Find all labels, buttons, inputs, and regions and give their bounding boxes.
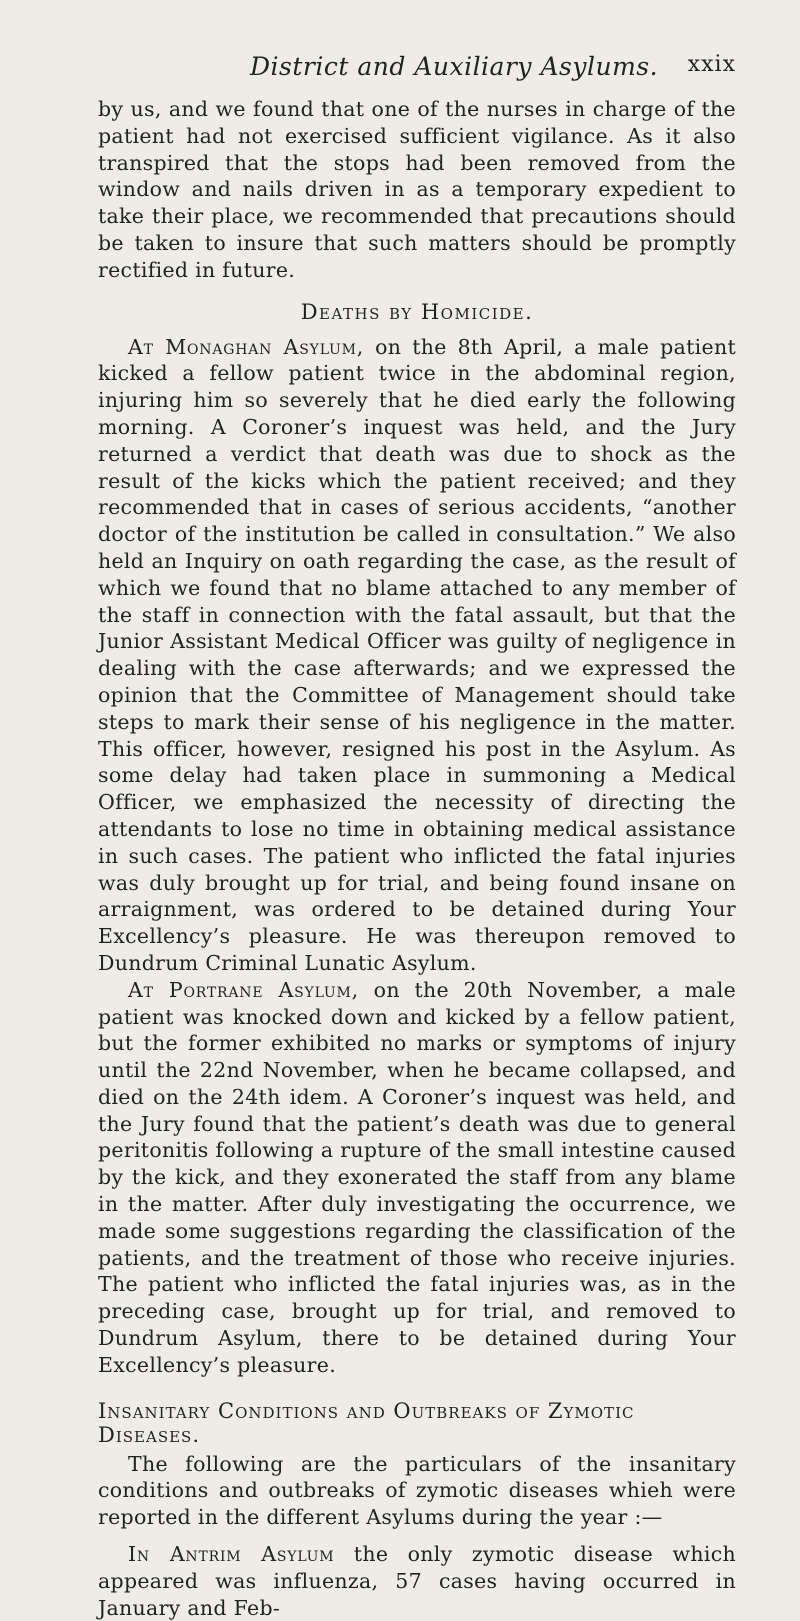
running-header [98, 52, 736, 92]
asylum-name-monaghan: At Monaghan Asylum, [128, 334, 365, 359]
paragraph-antrim [98, 1541, 736, 1621]
paragraph-portrane-text: on the 20th November, a male patient was knocked down and kicked by a fellow patient, but the former exhibited no marks or symptoms of injury until the 22nd November, when he became collapsed, and died on the 24th idem. A Coroner’s inquest was held, and the Jury found that the patient’s death was due to general peritonitis following a rupture of the small intestine caused by the kick, and they exonerated the staff from any blame in the matter. After duly investigating the occurrence, we made some suggestions regarding the classification of the patients, and the treatment of those who receive injuries. The patient who inflicted the fatal injuries was, as in the preceding case, brought up for trial, and removed to Dundrum Asylum, there to be detained during Your Excellency’s pleasure. [98, 977, 737, 1377]
paragraph-portrane [98, 977, 736, 1379]
paragraph-continuation: by us, and we found that one of the nurses in charge of the patient had not exercised sufficient vigilance. As it also transpired that the stops had been removed from the window and nails driven in as a temporary expedient to take their place, we recommended that precautions should be taken to insure that such matters should be promptly rectified in future. [98, 97, 736, 282]
paragraph-antrim-text: the only zymotic disease which appeared was influenza, 57 cases having occurred in January and Feb- [98, 1542, 736, 1620]
page-number: xxix [687, 52, 736, 77]
paragraph-monaghan-text: on the 8th April, a male patient kicked a fellow patient twice in the abdominal region, injuring him so severely that he died early the following morning. A Coroner’s inquest was held, and the Jury returned a verdict that death was due to shock as the result of the kicks which the patient received; and they recommended that in cases of serious accidents, “another doctor of the institution be called in consultation.” We also held an Inquiry on oath regarding the case, as the result of which we found that no blame attached to any member of the staff in connection with the fatal assault, but that the Junior Assistant Medical Officer was guilty of negligence in dealing with the case afterwards; and we expressed the opinion that the Committee of Management should take steps to mark their sense of his negligence in the matter. This officer, however, resigned his post in the Asylum. As some delay had taken place in summoning a Medical Officer, we emphasized the necessity of directing the attendants to lose no time in obtaining medical assistance in such cases. The patient who inflicted the fatal injuries was duly brought up for trial, and being found insane on arraignment, was ordered to be detained during Your Excellency’s pleasure. He was thereupon removed to Dundrum Criminal Lunatic Asylum. [98, 334, 736, 975]
paragraph-insanitary-intro: The following are the particulars of the insanitary conditions and outbreaks of zymotic diseases whieh were reported in the different Asylums during the year :— [98, 1451, 736, 1530]
running-title: District and Auxiliary Asylums. [250, 52, 659, 81]
asylum-name-portrane: At Portrane Asylum, [128, 977, 359, 1002]
section-heading-insanitary-conditions: Insanitary Conditions and Outbreaks of Zymotic Diseases. [98, 1398, 635, 1447]
paragraph-monaghan [98, 334, 736, 977]
asylum-name-antrim: In Antrim Asylum [128, 1542, 335, 1567]
section-heading-deaths-by-homicide: Deaths by Homicide. [300, 299, 534, 324]
